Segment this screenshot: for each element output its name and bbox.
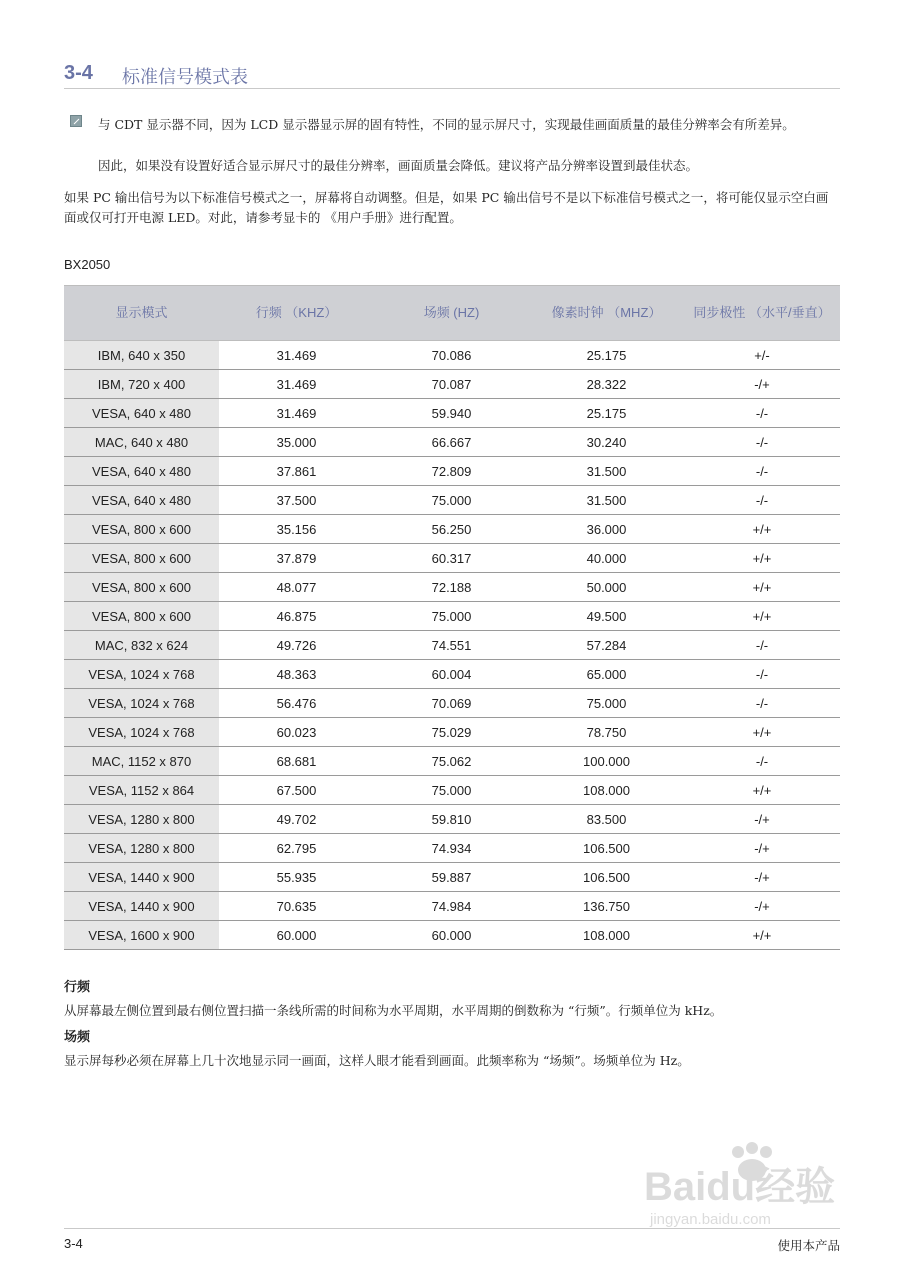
cell-display-mode: VESA, 800 x 600 <box>64 544 219 573</box>
header-pixel-clock: 像素时钟 （MHZ） <box>529 286 684 341</box>
table-row <box>64 921 840 950</box>
cell-vertical-frequency: 75.029 <box>374 718 529 747</box>
cell-display-mode: VESA, 640 x 480 <box>64 457 219 486</box>
cell-vertical-frequency: 70.086 <box>374 341 529 370</box>
cell-pixel-clock: 49.500 <box>529 602 684 631</box>
cell-sync-polarity: +/+ <box>684 602 840 631</box>
table-header-row <box>64 286 840 341</box>
cell-horizontal-frequency: 49.726 <box>219 631 374 660</box>
cell-vertical-frequency: 75.000 <box>374 776 529 805</box>
cell-sync-polarity: -/- <box>684 428 840 457</box>
cell-pixel-clock: 75.000 <box>529 689 684 718</box>
cell-pixel-clock: 57.284 <box>529 631 684 660</box>
header-sync-polarity: 同步极性 （水平/垂直） <box>684 286 840 341</box>
table-row <box>64 457 840 486</box>
cell-sync-polarity: -/- <box>684 631 840 660</box>
cell-sync-polarity: -/+ <box>684 892 840 921</box>
cell-horizontal-frequency: 37.861 <box>219 457 374 486</box>
cell-horizontal-frequency: 62.795 <box>219 834 374 863</box>
cell-sync-polarity: +/+ <box>684 573 840 602</box>
cell-horizontal-frequency: 55.935 <box>219 863 374 892</box>
cell-display-mode: IBM, 640 x 350 <box>64 341 219 370</box>
cell-pixel-clock: 28.322 <box>529 370 684 399</box>
cell-display-mode: MAC, 640 x 480 <box>64 428 219 457</box>
cell-pixel-clock: 31.500 <box>529 457 684 486</box>
watermark-url: jingyan.baidu.com <box>650 1211 771 1228</box>
cell-vertical-frequency: 60.000 <box>374 921 529 950</box>
table-row <box>64 776 840 805</box>
note-paragraph-2: 因此，如果没有设置好适合显示屏尺寸的最佳分辨率，画面质量会降低。建议将产品分辨率设置到最佳状态。 <box>98 158 699 173</box>
cell-vertical-frequency: 66.667 <box>374 428 529 457</box>
table-row <box>64 341 840 370</box>
signal-mode-table <box>64 285 840 950</box>
cell-vertical-frequency: 59.887 <box>374 863 529 892</box>
table-row <box>64 573 840 602</box>
cell-vertical-frequency: 75.000 <box>374 602 529 631</box>
cell-display-mode: VESA, 800 x 600 <box>64 573 219 602</box>
cell-pixel-clock: 108.000 <box>529 921 684 950</box>
cell-sync-polarity: +/- <box>684 341 840 370</box>
cell-display-mode: VESA, 640 x 480 <box>64 399 219 428</box>
section-header <box>64 58 840 89</box>
cell-pixel-clock: 50.000 <box>529 573 684 602</box>
table-row <box>64 834 840 863</box>
cell-vertical-frequency: 60.004 <box>374 660 529 689</box>
cell-sync-polarity: -/- <box>684 486 840 515</box>
footer-divider <box>64 1228 840 1229</box>
cell-sync-polarity: -/- <box>684 747 840 776</box>
section-title: 标准信号模式表 <box>122 67 248 88</box>
cell-vertical-frequency: 75.000 <box>374 486 529 515</box>
cell-display-mode: VESA, 1024 x 768 <box>64 689 219 718</box>
cell-horizontal-frequency: 49.702 <box>219 805 374 834</box>
cell-horizontal-frequency: 31.469 <box>219 399 374 428</box>
watermark-brand: Baidu经验 <box>644 1165 836 1209</box>
cell-display-mode: MAC, 832 x 624 <box>64 631 219 660</box>
cell-pixel-clock: 25.175 <box>529 341 684 370</box>
table-row <box>64 544 840 573</box>
footer-page-number: 3-4 <box>64 1236 83 1251</box>
model-name: BX2050 <box>64 257 111 272</box>
cell-sync-polarity: +/+ <box>684 515 840 544</box>
cell-display-mode: MAC, 1152 x 870 <box>64 747 219 776</box>
cell-vertical-frequency: 74.551 <box>374 631 529 660</box>
cell-display-mode: VESA, 1280 x 800 <box>64 805 219 834</box>
cell-pixel-clock: 108.000 <box>529 776 684 805</box>
cell-vertical-frequency: 59.810 <box>374 805 529 834</box>
cell-pixel-clock: 106.500 <box>529 863 684 892</box>
cell-pixel-clock: 40.000 <box>529 544 684 573</box>
cell-vertical-frequency: 59.940 <box>374 399 529 428</box>
cell-horizontal-frequency: 35.156 <box>219 515 374 544</box>
cell-pixel-clock: 83.500 <box>529 805 684 834</box>
table-row <box>64 747 840 776</box>
table-row <box>64 370 840 399</box>
baidu-jingyan-watermark <box>640 1140 870 1230</box>
cell-horizontal-frequency: 70.635 <box>219 892 374 921</box>
cell-horizontal-frequency: 60.023 <box>219 718 374 747</box>
cell-display-mode: VESA, 800 x 600 <box>64 515 219 544</box>
table-body <box>64 341 840 950</box>
cell-sync-polarity: +/+ <box>684 921 840 950</box>
cell-vertical-frequency: 75.062 <box>374 747 529 776</box>
cell-pixel-clock: 106.500 <box>529 834 684 863</box>
cell-sync-polarity: +/+ <box>684 776 840 805</box>
cell-horizontal-frequency: 31.469 <box>219 370 374 399</box>
cell-vertical-frequency: 60.317 <box>374 544 529 573</box>
cell-display-mode: VESA, 640 x 480 <box>64 486 219 515</box>
cell-sync-polarity: -/+ <box>684 834 840 863</box>
cell-pixel-clock: 65.000 <box>529 660 684 689</box>
cell-pixel-clock: 78.750 <box>529 718 684 747</box>
table-row <box>64 602 840 631</box>
cell-sync-polarity: -/- <box>684 660 840 689</box>
cell-horizontal-frequency: 35.000 <box>219 428 374 457</box>
cell-horizontal-frequency: 60.000 <box>219 921 374 950</box>
table-row <box>64 515 840 544</box>
table-row <box>64 399 840 428</box>
cell-vertical-frequency: 70.069 <box>374 689 529 718</box>
vfreq-heading: 场频 <box>64 1030 91 1045</box>
cell-display-mode: VESA, 1440 x 900 <box>64 863 219 892</box>
table-row <box>64 428 840 457</box>
cell-display-mode: VESA, 1600 x 900 <box>64 921 219 950</box>
cell-horizontal-frequency: 37.500 <box>219 486 374 515</box>
cell-horizontal-frequency: 37.879 <box>219 544 374 573</box>
footer-chapter: 使用本产品 <box>777 1238 840 1253</box>
table-row <box>64 805 840 834</box>
cell-vertical-frequency: 56.250 <box>374 515 529 544</box>
note-paragraph-1: 与 CDT 显示器不同，因为 LCD 显示器显示屏的固有特性，不同的显示屏尺寸，实现最佳画面质量的最佳分辨率会有所差异。 <box>98 117 795 132</box>
cell-sync-polarity: -/- <box>684 689 840 718</box>
cell-pixel-clock: 30.240 <box>529 428 684 457</box>
vfreq-text: 显示屏每秒必须在屏幕上几十次地显示同一画面，这样人眼才能看到画面。此频率称为 “场频”。场频单位为 Hz。 <box>64 1053 690 1068</box>
cell-sync-polarity: -/- <box>684 457 840 486</box>
table-row <box>64 631 840 660</box>
cell-horizontal-frequency: 67.500 <box>219 776 374 805</box>
cell-display-mode: VESA, 800 x 600 <box>64 602 219 631</box>
cell-display-mode: VESA, 1440 x 900 <box>64 892 219 921</box>
cell-display-mode: VESA, 1152 x 864 <box>64 776 219 805</box>
intro-paragraph: 如果 PC 输出信号为以下标准信号模式之一，屏幕将自动调整。但是，如果 PC 输出信号不是以下标准信号模式之一，将可能仅显示空白画面或仅可打开电源 LED。对此，请参考显卡的 《用户手册》进行配置。 <box>64 190 829 225</box>
cell-pixel-clock: 136.750 <box>529 892 684 921</box>
cell-horizontal-frequency: 56.476 <box>219 689 374 718</box>
cell-pixel-clock: 31.500 <box>529 486 684 515</box>
cell-pixel-clock: 36.000 <box>529 515 684 544</box>
cell-horizontal-frequency: 48.363 <box>219 660 374 689</box>
cell-vertical-frequency: 70.087 <box>374 370 529 399</box>
cell-horizontal-frequency: 46.875 <box>219 602 374 631</box>
table-row <box>64 486 840 515</box>
cell-horizontal-frequency: 31.469 <box>219 341 374 370</box>
cell-display-mode: VESA, 1024 x 768 <box>64 660 219 689</box>
table-row <box>64 892 840 921</box>
hfreq-text: 从屏幕最左侧位置到最右侧位置扫描一条线所需的时间称为水平周期，水平周期的倒数称为 “行频”。行频单位为 kHz。 <box>64 1003 723 1018</box>
table-row <box>64 718 840 747</box>
cell-display-mode: IBM, 720 x 400 <box>64 370 219 399</box>
cell-horizontal-frequency: 68.681 <box>219 747 374 776</box>
cell-sync-polarity: -/+ <box>684 370 840 399</box>
cell-vertical-frequency: 74.934 <box>374 834 529 863</box>
cell-sync-polarity: -/- <box>684 399 840 428</box>
cell-sync-polarity: -/+ <box>684 863 840 892</box>
header-horizontal-frequency: 行频 （KHZ） <box>219 286 374 341</box>
table-row <box>64 689 840 718</box>
header-display-mode: 显示模式 <box>64 286 219 341</box>
header-vertical-frequency: 场频 (HZ) <box>374 286 529 341</box>
cell-vertical-frequency: 72.809 <box>374 457 529 486</box>
cell-pixel-clock: 100.000 <box>529 747 684 776</box>
cell-horizontal-frequency: 48.077 <box>219 573 374 602</box>
table-row <box>64 863 840 892</box>
cell-vertical-frequency: 74.984 <box>374 892 529 921</box>
cell-sync-polarity: +/+ <box>684 544 840 573</box>
cell-vertical-frequency: 72.188 <box>374 573 529 602</box>
cell-sync-polarity: +/+ <box>684 718 840 747</box>
cell-display-mode: VESA, 1280 x 800 <box>64 834 219 863</box>
cell-display-mode: VESA, 1024 x 768 <box>64 718 219 747</box>
note-icon <box>70 115 82 127</box>
hfreq-heading: 行频 <box>64 980 91 995</box>
section-number: 3-4 <box>64 62 93 84</box>
cell-pixel-clock: 25.175 <box>529 399 684 428</box>
table-row <box>64 660 840 689</box>
cell-sync-polarity: -/+ <box>684 805 840 834</box>
